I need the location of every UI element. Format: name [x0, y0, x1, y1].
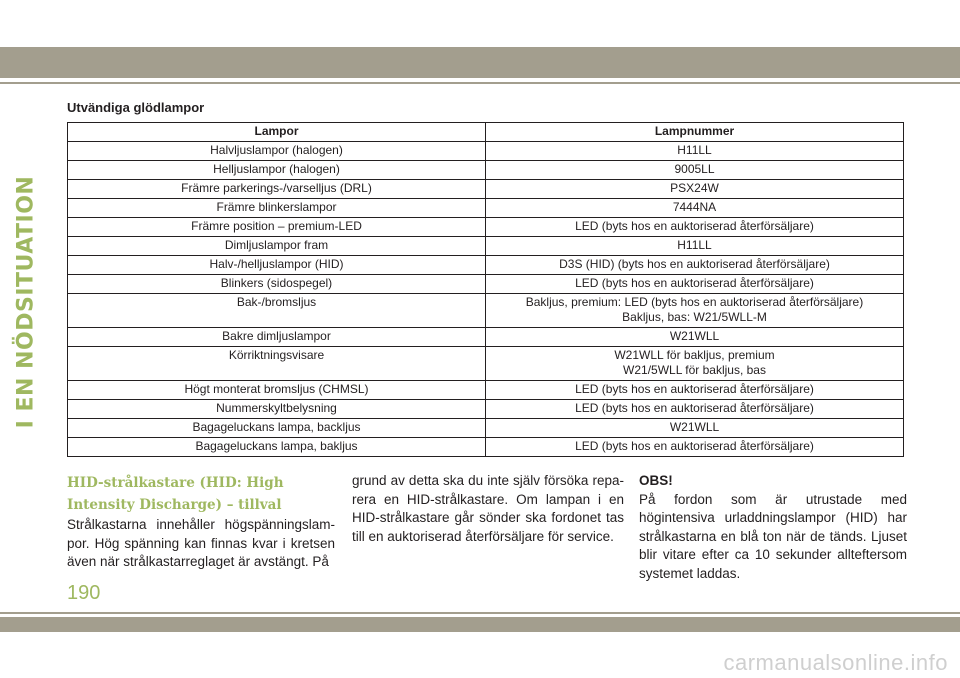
lamp-name-cell: Främre position – premium-LED [68, 218, 486, 237]
lamp-number-cell [486, 381, 904, 400]
section-heading: HID-strålkastare (HID: High Intensity Discharge) – tillval [67, 475, 284, 513]
lamp-number-line: Bakljus, bas: W21/5WLL-M [622, 310, 767, 324]
lamp-number-cell [486, 256, 904, 275]
lamp-number-cell [486, 180, 904, 199]
lamp-number-line: W21WLL [669, 420, 720, 434]
lamp-number-cell [486, 400, 904, 419]
lamps-table [67, 122, 904, 457]
lamp-number-cell [486, 275, 904, 294]
lamp-number-line: W21WLL för bakljus, premium [614, 348, 775, 362]
table-row [68, 294, 904, 328]
lamp-name-cell: Blinkers (sidospegel) [68, 275, 486, 294]
lamp-number-cell [486, 347, 904, 381]
lamp-name-cell: Högt monterat bromsljus (CHMSL) [68, 381, 486, 400]
lamp-name-cell: Dimljuslampor fram [68, 237, 486, 256]
table-row [68, 142, 904, 161]
lamp-number-cell [486, 419, 904, 438]
lamp-number-cell [486, 218, 904, 237]
lamp-number-line: LED (byts hos en auktoriserad återförsäljare) [575, 439, 814, 453]
lamp-name-cell: Helljuslampor (halogen) [68, 161, 486, 180]
lamp-number-line: 7444NA [672, 200, 717, 214]
table-row [68, 275, 904, 294]
header-lampor: Lampor [68, 123, 486, 142]
lamp-number-line: LED (byts hos en auktoriserad återförsäljare) [575, 219, 814, 233]
table-row [68, 400, 904, 419]
obs-text: På fordon som är utrustade med högintensiva urladdningslampor (HID) har strålkastarna en blå ton när de tänds. Ljuset blir vitare efter ca 10 sekunder allteftersom systemet laddas. [639, 491, 907, 581]
lamp-name-cell: Nummerskyltbelysning [68, 400, 486, 419]
page-number: 190 [67, 582, 101, 604]
body-text-col2: grund av detta ska du inte själv försöka repa-rera en HID-strålkastare. Om lampan i en HID-strålkastare går sönder ska fordonet tas till en auktoriserad återförsäljare för service. [352, 473, 624, 544]
header-rule [0, 82, 960, 84]
lamp-name-cell: Bagageluckans lampa, backljus [68, 419, 486, 438]
table-row [68, 180, 904, 199]
footer-band [0, 617, 960, 632]
lamp-name-cell: Främre blinkerslampor [68, 199, 486, 218]
table-header-row [68, 123, 904, 142]
table-row [68, 218, 904, 237]
table-row [68, 419, 904, 438]
table-row [68, 161, 904, 180]
lamp-number-line: LED (byts hos en auktoriserad återförsäljare) [575, 401, 814, 415]
lamp-name-cell: Halvljuslampor (halogen) [68, 142, 486, 161]
obs-title: OBS! [639, 473, 673, 488]
lamp-number-line: Bakljus, premium: LED (byts hos en auktoriserad återförsäljare) [525, 295, 864, 309]
table-row [68, 347, 904, 381]
lamp-name-cell: Bakre dimljuslampor [68, 328, 486, 347]
table-row [68, 381, 904, 400]
lamp-number-cell [486, 328, 904, 347]
lamp-number-line: D3S (HID) (byts hos en auktoriserad återförsäljare) [559, 257, 830, 271]
header-band [0, 47, 960, 78]
lamp-number-line: 9005LL [674, 162, 715, 176]
body-text-col1: Strålkastarna innehåller högspänningslam-por. Hög spänning kan finnas kvar i kretsen även när strålkastarreglaget är avstängt. På [67, 517, 335, 569]
lamp-number-line: LED (byts hos en auktoriserad återförsäljare) [575, 382, 814, 396]
table-title: Utvändiga glödlampor [67, 100, 205, 115]
lamp-number-line: PSX24W [670, 181, 719, 195]
table-row [68, 256, 904, 275]
footer-rule [0, 612, 960, 614]
table-body [68, 142, 904, 457]
lamp-number-cell [486, 161, 904, 180]
lamp-name-cell: Främre parkerings-/varselljus (DRL) [68, 180, 486, 199]
table-row [68, 199, 904, 218]
header-lampnummer: Lampnummer [486, 123, 904, 142]
lamp-name-cell: Körriktningsvisare [68, 347, 486, 381]
lamp-number-cell [486, 142, 904, 161]
lamp-name-cell: Bak-/bromsljus [68, 294, 486, 328]
lamp-number-cell [486, 438, 904, 457]
chapter-side-label: I EN NÖDSITUATION [13, 175, 39, 429]
lamp-number-cell [486, 237, 904, 256]
lamp-number-line: H11LL [677, 238, 712, 252]
watermark: carmanualsonline.info [723, 650, 948, 675]
table-row [68, 328, 904, 347]
lamp-number-line: W21/5WLL för bakljus, bas [623, 363, 766, 377]
obs-note [639, 472, 907, 583]
lamp-number-cell [486, 294, 904, 328]
lamp-number-cell [486, 199, 904, 218]
lamp-number-line: H11LL [677, 143, 712, 157]
table-row [68, 237, 904, 256]
lamp-name-cell: Bagageluckans lampa, bakljus [68, 438, 486, 457]
table-row [68, 438, 904, 457]
lamp-number-line: LED (byts hos en auktoriserad återförsäljare) [575, 276, 814, 290]
lamp-number-line: W21WLL [669, 329, 720, 343]
lamp-name-cell: Halv-/helljuslampor (HID) [68, 256, 486, 275]
